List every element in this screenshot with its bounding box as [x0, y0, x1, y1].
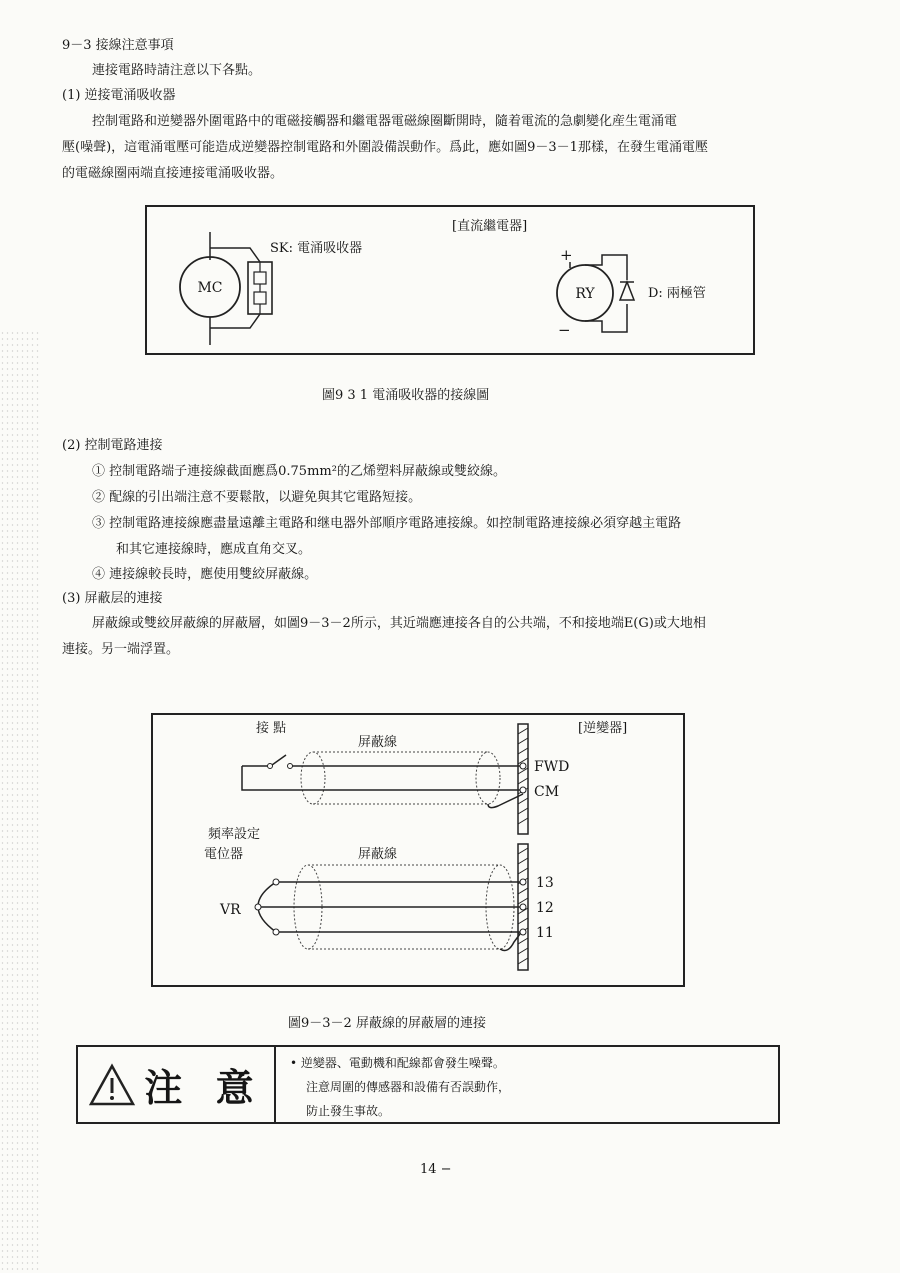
- scan-noise: [0, 330, 40, 1273]
- section-intro: 連接電路時請注意以下各點。: [92, 63, 262, 78]
- caution-body: [276, 1047, 510, 1122]
- minus-label: −: [558, 321, 571, 339]
- contact-switch-icon: [268, 764, 273, 769]
- part2-item-3-cont: 和其它連接線時，應成直角交叉。: [116, 542, 312, 557]
- cm-terminal-label: CM: [534, 784, 560, 800]
- diode-label: D: 兩極管: [648, 286, 706, 301]
- vr-label: VR: [220, 902, 241, 918]
- part2-item-1: ① 控制電路端子連接線截面應爲0.75mm²的乙烯塑料屏蔽線或雙絞線。: [92, 464, 506, 479]
- sk-label: SK: 電涌吸收器: [270, 241, 363, 256]
- part1-line-3: 的電磁線圈兩端直接連接電涌吸收器。: [62, 166, 284, 181]
- freq-label-line2: 電位器: [204, 847, 244, 862]
- part3-line-1: 屏蔽線或雙絞屏蔽線的屏蔽層，如圖9－3－2所示，其近端應連接各自的公共端，不和接地端E(G)或大地相: [92, 616, 706, 631]
- warning-triangle-icon: [88, 1063, 136, 1107]
- freq-label-line1: 頻率設定: [208, 827, 261, 842]
- section-heading: 9－3 接線注意事項: [62, 38, 174, 53]
- figure1-frame: [146, 206, 754, 354]
- caution-line-3: 防止發生事故。: [306, 1104, 391, 1118]
- ry-label: RY: [575, 286, 595, 302]
- terminal-13-label: 13: [536, 875, 554, 891]
- caution-title: 注 意: [144, 1065, 264, 1110]
- part1-line-1: 控制電路和逆變器外圍電路中的電磁接觸器和繼電器電磁線圈斷開時，隨着電流的急劇變化産生電涌電: [92, 114, 678, 129]
- part2-item-3: ③ 控制電路連接線應盡量遠離主電路和继电器外部順序電路連接線。如控制電路連接線必須穿越主電路: [92, 516, 682, 531]
- caution-box: [76, 1045, 780, 1124]
- part2-item-4: ④ 連接線較長時，應使用雙絞屏蔽線。: [92, 567, 318, 582]
- part2-heading: (2) 控制電路連接: [62, 438, 163, 453]
- contact-label: 接 點: [256, 721, 287, 736]
- part3-line-2: 連接。另一端浮置。: [62, 642, 180, 657]
- figure1-caption: 圖9 3 1 電涌吸收器的接線圖: [322, 388, 490, 403]
- page-number: 14 −: [420, 1162, 452, 1177]
- figure2-caption: 圖9－3－2 屏蔽線的屏蔽層的連接: [288, 1016, 486, 1031]
- shield-label-top: 屏蔽線: [358, 735, 398, 750]
- diode-icon: [620, 282, 634, 300]
- terminal-11-label: 11: [536, 925, 554, 941]
- caution-line-2: 注意周圍的傳感器和設備有否誤動作，: [306, 1080, 511, 1094]
- caution-line-1: • 逆變器、電動機和配線都會發生噪聲。: [290, 1056, 505, 1070]
- terminal-12-label: 12: [536, 900, 554, 916]
- figure-shield-connection: [148, 710, 688, 990]
- fwd-terminal-label: FWD: [534, 759, 570, 775]
- dc-relay-label: [直流繼電器]: [452, 219, 528, 234]
- inverter-label: [逆變器]: [578, 721, 628, 736]
- mc-label: MC: [197, 280, 223, 296]
- plus-label: +: [560, 246, 573, 264]
- caution-header: [78, 1047, 276, 1122]
- part3-heading: (3) 屏蔽层的連接: [62, 591, 163, 606]
- shield-label-bottom: 屏蔽線: [358, 847, 398, 862]
- figure-surge-absorber: [140, 200, 760, 360]
- part1-line-2: 壓(噪聲)，這電涌電壓可能造成逆變器控制電路和外圍設備誤動作。爲此，應如圖9－3－1那樣，在發生電涌電壓: [62, 140, 708, 155]
- part2-item-2: ② 配線的引出端注意不要鬆散，以避免與其它電路短接。: [92, 490, 422, 505]
- part1-heading: (1) 逆接電涌吸收器: [62, 88, 176, 103]
